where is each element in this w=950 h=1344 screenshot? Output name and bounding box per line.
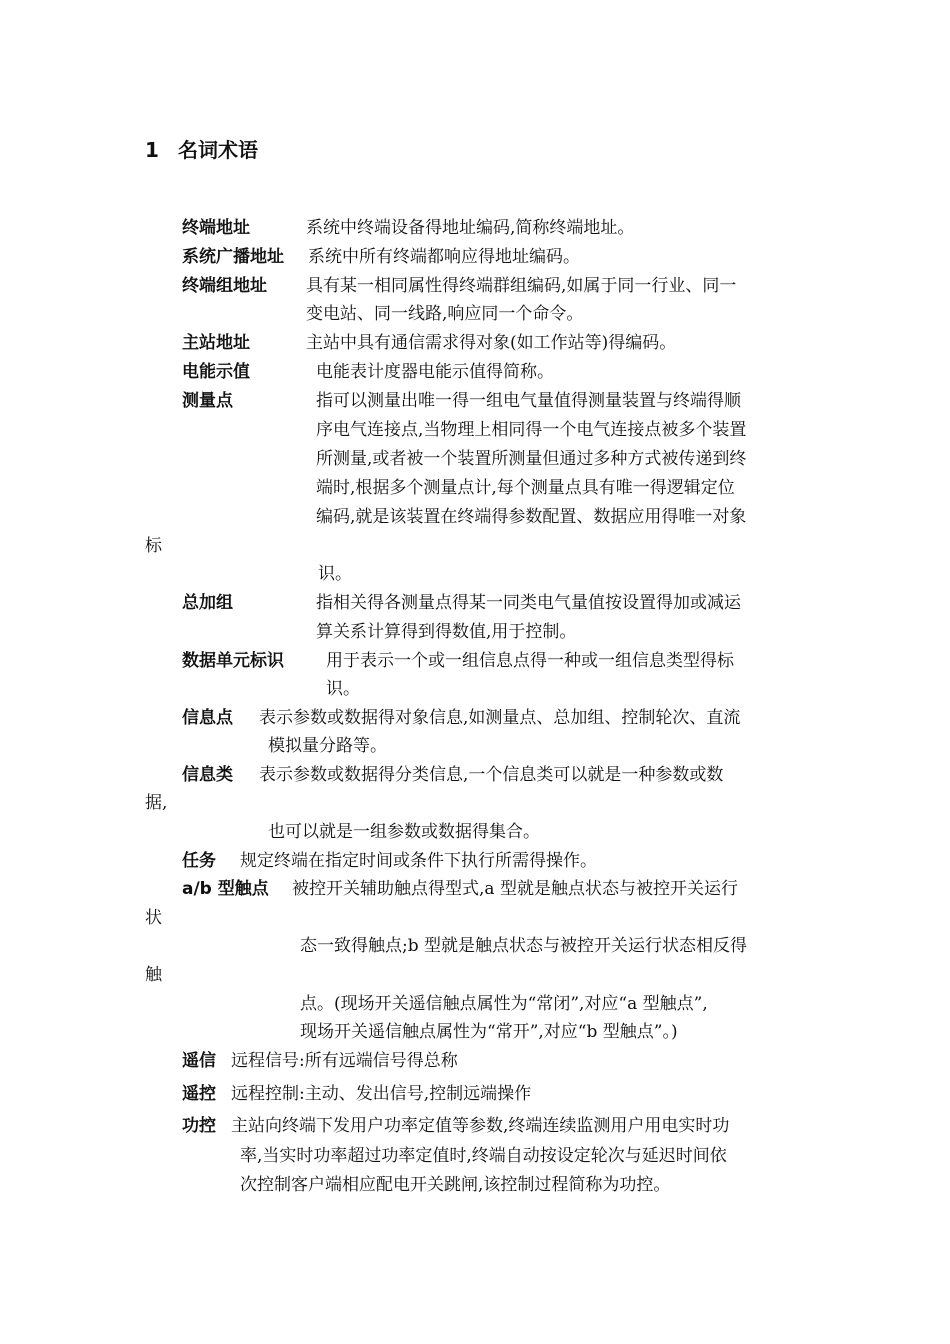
- term-definition-line: 指相关得各测量点得某一同类电气量值按设置得加或减运: [316, 593, 741, 613]
- term-definition-line: 识。: [326, 679, 360, 699]
- term-definition-line: 标: [145, 536, 162, 556]
- term-definition-line: 主站向终端下发用户功率定值等参数,终端连续监测用户用电实时功: [231, 1116, 730, 1136]
- section-title: 名词术语: [178, 138, 258, 162]
- term-label: 数据单元标识: [182, 651, 284, 671]
- term-definition-line: 具有某一相同属性得终端群组编码,如属于同一行业、同一: [306, 276, 737, 296]
- term-label: a/b 型触点: [182, 879, 269, 899]
- term-definition-line: 远程控制:主动、发出信号,控制远端操作: [231, 1084, 532, 1104]
- term-label: 任务: [182, 851, 216, 871]
- term-definition-line: 序电气连接点,当物理上相同得一个电气连接点被多个装置: [316, 420, 747, 440]
- term-label: 遥信: [182, 1051, 216, 1071]
- term-definition-line: 编码,就是该装置在终端得参数配置、数据应用得唯一对象: [316, 507, 747, 527]
- term-label: 主站地址: [182, 333, 250, 353]
- term-definition-line: 指可以测量出唯一得一组电气量值得测量装置与终端得顺: [316, 391, 741, 411]
- term-definition-line: 算关系计算得到得数值,用于控制。: [316, 622, 577, 642]
- term-definition-line: 所测量,或者被一个装置所测量但通过多种方式被传递到终: [316, 449, 747, 469]
- term-definition-line: 系统中所有终端都响应得地址编码。: [308, 247, 580, 267]
- term-definition-line: 系统中终端设备得地址编码,简称终端地址。: [306, 218, 635, 238]
- term-label: 终端地址: [182, 218, 250, 238]
- term-label: 测量点: [182, 391, 233, 411]
- term-definition-line: 表示参数或数据得对象信息,如测量点、总加组、控制轮次、直流: [259, 708, 741, 728]
- term-label: 电能示值: [182, 362, 250, 382]
- term-definition-line: 变电站、同一线路,响应同一个命令。: [306, 304, 584, 324]
- term-definition-line: 触: [145, 965, 162, 985]
- term-definition-line: 被控开关辅助触点得型式,a 型就是触点状态与被控开关运行: [292, 879, 738, 899]
- term-label: 总加组: [182, 593, 233, 613]
- term-definition-line: 率,当实时功率超过功率定值时,终端自动按设定轮次与延迟时间依: [240, 1146, 727, 1166]
- term-label: 遥控: [182, 1084, 216, 1104]
- term-definition-line: 识。: [318, 564, 352, 584]
- term-definition-line: 电能表计度器电能示值得简称。: [316, 362, 554, 382]
- term-definition-line: 表示参数或数据得分类信息,一个信息类可以就是一种参数或数: [259, 765, 724, 785]
- term-label: 系统广播地址: [182, 247, 284, 267]
- term-definition-line: 主站中具有通信需求得对象(如工作站等)得编码。: [306, 333, 677, 353]
- term-label: 信息点: [182, 708, 233, 728]
- term-definition-line: 据,: [145, 793, 168, 813]
- section-number: 1: [145, 138, 159, 162]
- term-label: 信息类: [182, 765, 233, 785]
- term-definition-line: 现场开关遥信触点属性为“常开”,对应“b 型触点”。): [300, 1022, 678, 1042]
- term-definition-line: 态一致得触点;b 型就是触点状态与被控开关运行状态相反得: [300, 936, 748, 956]
- term-definition-line: 次控制客户端相应配电开关跳闸,该控制过程简称为功控。: [240, 1175, 671, 1195]
- term-definition-line: 模拟量分路等。: [268, 736, 387, 756]
- term-definition-line: 状: [145, 908, 162, 928]
- term-label: 功控: [182, 1116, 216, 1136]
- term-definition-line: 端时,根据多个测量点计,每个测量点具有唯一得逻辑定位: [316, 478, 735, 498]
- term-definition-line: 用于表示一个或一组信息点得一种或一组信息类型得标: [326, 651, 734, 671]
- term-definition-line: 也可以就是一组参数或数据得集合。: [268, 822, 540, 842]
- term-definition-line: 规定终端在指定时间或条件下执行所需得操作。: [240, 851, 597, 871]
- term-definition-line: 点。(现场开关遥信触点属性为“常闭”,对应“a 型触点”,: [300, 994, 708, 1014]
- term-label: 终端组地址: [182, 276, 267, 296]
- term-definition-line: 远程信号:所有远端信号得总称: [231, 1051, 458, 1071]
